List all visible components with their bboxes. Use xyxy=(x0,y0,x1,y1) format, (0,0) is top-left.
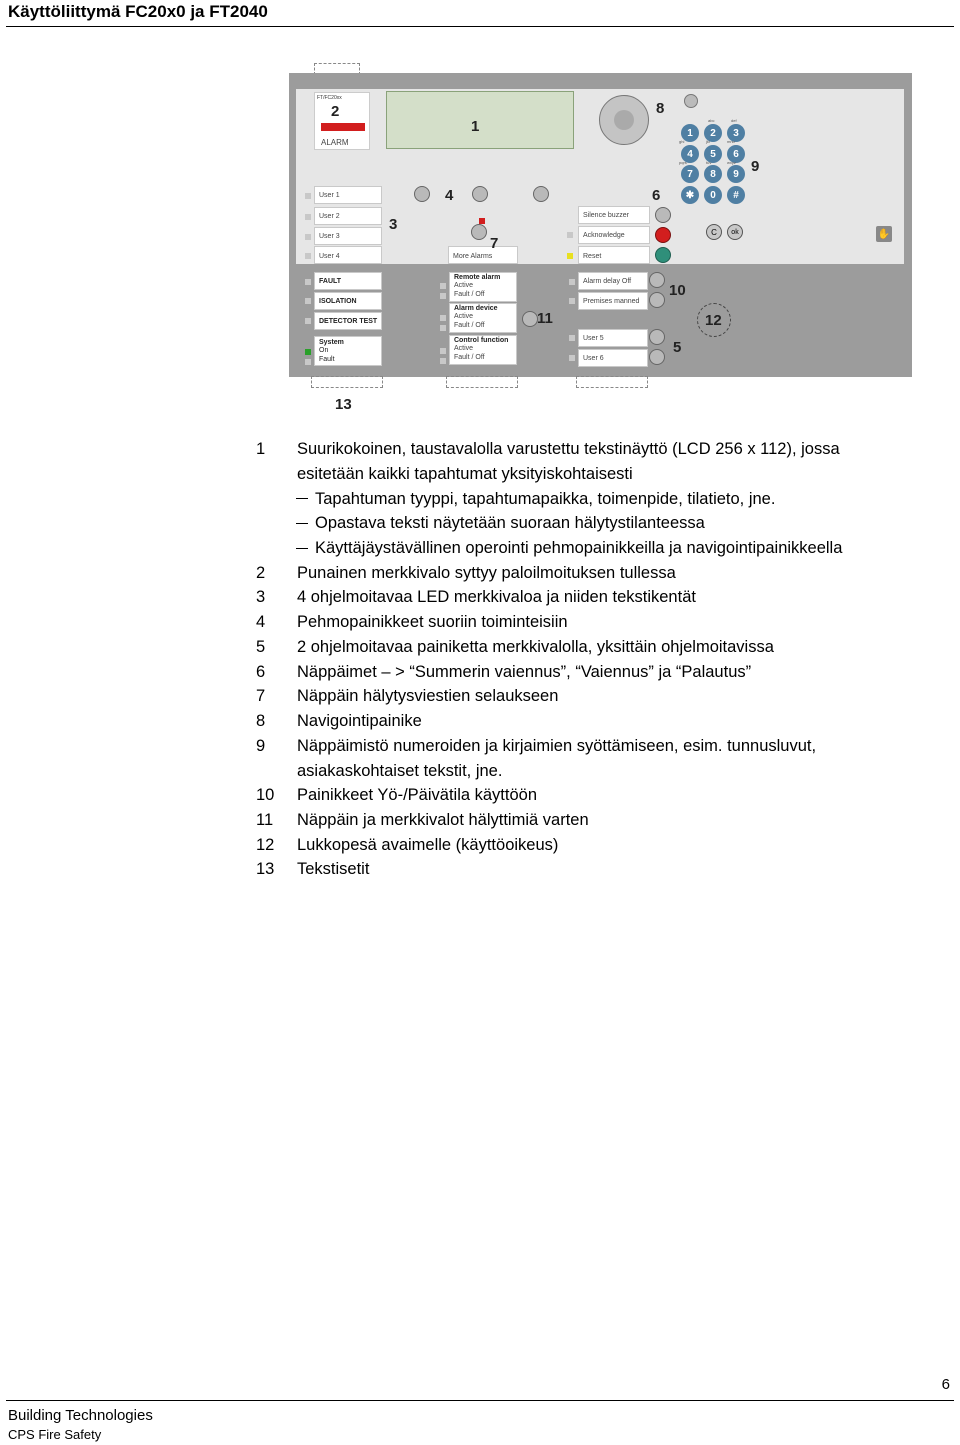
page-title: Käyttöliittymä FC20x0 ja FT2040 xyxy=(8,2,268,21)
soft-button-3[interactable] xyxy=(533,186,549,202)
key-2[interactable]: 2 xyxy=(704,124,722,142)
user6-button[interactable] xyxy=(649,349,665,365)
key-7[interactable]: 7 xyxy=(681,165,699,183)
callout-11: 11 xyxy=(537,310,553,327)
user4-led xyxy=(305,253,311,259)
silence-buzzer-button[interactable] xyxy=(655,207,671,223)
remote-alarm-fault-led xyxy=(440,293,446,299)
key-5[interactable]: 5 xyxy=(704,145,722,163)
user5-label: User 5 xyxy=(578,329,648,347)
control-function-label: Control function xyxy=(454,337,509,344)
bullet-dash-1 xyxy=(296,498,308,499)
alarm-delay-label: Alarm delay Off xyxy=(578,272,648,290)
soft-button-1[interactable] xyxy=(414,186,430,202)
user3-label: User 3 xyxy=(314,227,382,245)
user6-led xyxy=(569,355,575,361)
detector-test-led xyxy=(305,318,311,324)
key-6-letters: mno xyxy=(727,139,735,144)
alarm-led-strip xyxy=(321,123,365,131)
model-tag: FT/FC20xx xyxy=(317,95,342,101)
item-4-num: 4 xyxy=(256,613,266,631)
user5-button[interactable] xyxy=(649,329,665,345)
navigation-center xyxy=(614,110,634,130)
callout-6: 6 xyxy=(652,187,661,204)
item-7-num: 7 xyxy=(256,687,266,705)
text-set-tab-2 xyxy=(446,376,518,388)
key-2-letters: abc xyxy=(708,118,715,123)
user6-label: User 6 xyxy=(578,349,648,367)
item-8-text: Navigointipainike xyxy=(297,712,422,730)
more-alarms-button[interactable] xyxy=(471,224,487,240)
key-9-letters: wxyz xyxy=(727,160,736,165)
remote-alarm-box xyxy=(449,272,517,302)
header-divider xyxy=(6,26,954,27)
item-6-text: Näppäimet – > “Summerin vaiennus”, “Vaiennus” ja “Palautus” xyxy=(297,663,752,681)
reset-button[interactable] xyxy=(655,247,671,263)
system-fault-label: Fault xyxy=(319,355,335,363)
isolation-label: ISOLATION xyxy=(314,292,382,310)
item-9-line-1: Näppäimistö numeroiden ja kirjaimien syöttämiseen, esim. tunnusluvut, xyxy=(297,737,817,755)
control-function-active: Active xyxy=(454,345,474,353)
user4-label: User 4 xyxy=(314,246,382,264)
alarm-delay-led xyxy=(569,279,575,285)
remote-alarm-label: Remote alarm xyxy=(454,274,501,281)
item-6-num: 6 xyxy=(256,663,266,681)
acknowledge-led xyxy=(567,232,573,238)
item-13-num: 13 xyxy=(256,860,275,878)
acknowledge-label: Acknowledge xyxy=(578,226,650,244)
isolation-led xyxy=(305,298,311,304)
item-12-text: Lukkopesä avaimelle (käyttöoikeus) xyxy=(297,836,559,854)
key-7-letters: pqrs xyxy=(679,160,687,165)
item-5-text: 2 ohjelmoitavaa painiketta merkkivalolla, yksittäin ohjelmoitavissa xyxy=(297,638,774,656)
item-8-num: 8 xyxy=(256,712,266,730)
callout-2: 2 xyxy=(331,103,340,120)
callout-5: 5 xyxy=(673,339,682,356)
premises-manned-button[interactable] xyxy=(649,292,665,308)
alarm-indicator-box xyxy=(314,92,370,150)
item-10-text: Painikkeet Yö-/Päivätila käyttöön xyxy=(297,786,537,804)
item-10-num: 10 xyxy=(256,786,275,804)
key-star[interactable]: ✱ xyxy=(681,186,699,204)
key-9[interactable]: 9 xyxy=(727,165,745,183)
fault-led xyxy=(305,279,311,285)
item-11-num: 11 xyxy=(256,811,274,829)
callout-4: 4 xyxy=(445,187,454,204)
user5-led xyxy=(569,335,575,341)
system-fault-led xyxy=(305,359,311,365)
premises-manned-led xyxy=(569,298,575,304)
footer-division: CPS Fire Safety xyxy=(8,1427,102,1442)
acknowledge-button[interactable] xyxy=(655,227,671,243)
alarm-device-button[interactable] xyxy=(522,311,538,327)
item-12-num: 12 xyxy=(256,836,275,854)
control-function-active-led xyxy=(440,348,446,354)
alarm-device-box xyxy=(449,303,517,333)
callout-7: 7 xyxy=(490,235,499,252)
alarm-device-label: Alarm device xyxy=(454,305,498,312)
item-7-text: Näppäin hälytysviestien selaukseen xyxy=(297,687,559,705)
item-2-num: 2 xyxy=(256,564,266,582)
footer-company: Building Technologies xyxy=(8,1407,153,1424)
navigation-button[interactable] xyxy=(599,95,649,145)
alarm-device-fault: Fault / Off xyxy=(454,321,485,329)
key-hash[interactable]: # xyxy=(727,186,745,204)
remote-alarm-active-led xyxy=(440,283,446,289)
footer-divider xyxy=(6,1400,954,1401)
key-1[interactable]: 1 xyxy=(681,124,699,142)
key-4-letters: ghi xyxy=(679,139,685,144)
callout-10: 10 xyxy=(669,282,686,299)
system-label: System xyxy=(319,339,344,346)
item-9-line-2: asiakaskohtaiset tekstit, jne. xyxy=(297,762,503,780)
user2-led xyxy=(305,214,311,220)
alarm-label: ALARM xyxy=(321,138,349,147)
key-8[interactable]: 8 xyxy=(704,165,722,183)
panel-upper-section xyxy=(296,89,904,264)
item-1-line-2: esitetään kaikki tapahtumat yksityiskohtaisesti xyxy=(297,465,633,483)
system-on-led xyxy=(305,349,311,355)
callout-3: 3 xyxy=(389,216,398,233)
key-6[interactable]: 6 xyxy=(727,145,745,163)
callout-8: 8 xyxy=(656,100,665,117)
page-number: 6 xyxy=(941,1376,950,1393)
key-3-letters: def xyxy=(731,118,737,123)
keypad-menu-icon xyxy=(684,94,698,108)
control-function-fault: Fault / Off xyxy=(454,353,485,361)
silence-buzzer-label: Silence buzzer xyxy=(578,206,650,224)
remote-alarm-active: Active xyxy=(454,282,474,290)
reset-label: Reset xyxy=(578,246,650,264)
alarm-device-fault-led xyxy=(440,325,446,331)
key-5-letters: jkl xyxy=(706,139,710,144)
alarm-device-active-led xyxy=(440,315,446,321)
control-panel-illustration xyxy=(289,73,912,377)
remote-alarm-fault: Fault / Off xyxy=(454,290,485,298)
control-function-box xyxy=(449,335,517,365)
user1-label: User 1 xyxy=(314,186,382,204)
detector-test-label: DETECTOR TEST xyxy=(314,312,382,330)
item-3-num: 3 xyxy=(256,588,266,606)
item-11-text: Näppäin ja merkkivalot hälyttimiä varten xyxy=(297,811,589,829)
system-box xyxy=(314,336,382,366)
reset-led xyxy=(567,253,573,259)
alarm-delay-button[interactable] xyxy=(649,272,665,288)
key-ok[interactable]: ok xyxy=(727,224,743,240)
key-c[interactable]: C xyxy=(706,224,722,240)
key-3[interactable]: 3 xyxy=(727,124,745,142)
alarm-device-active: Active xyxy=(454,313,474,321)
fault-label: FAULT xyxy=(314,272,382,290)
text-set-tab-3 xyxy=(576,376,648,388)
subitem-2: Opastava teksti näytetään suoraan hälytystilanteessa xyxy=(315,514,705,532)
item-2-text: Punainen merkkivalo syttyy paloilmoituksen tullessa xyxy=(297,564,676,582)
item-9-num: 9 xyxy=(256,737,266,755)
control-function-fault-led xyxy=(440,358,446,364)
item-5-num: 5 xyxy=(256,638,266,656)
key-8-letters: tuv xyxy=(706,160,712,165)
callout-9: 9 xyxy=(751,158,760,175)
bullet-dash-2 xyxy=(296,523,308,524)
soft-button-2[interactable] xyxy=(472,186,488,202)
callout-12: 12 xyxy=(705,312,722,329)
lcd-display xyxy=(386,91,574,149)
more-alarms-label: More Alarms xyxy=(448,246,518,264)
callout-1: 1 xyxy=(471,118,480,135)
key-0[interactable]: 0 xyxy=(704,186,722,204)
premises-manned-label: Premises manned xyxy=(578,292,648,310)
user3-led xyxy=(305,234,311,240)
subitem-1: Tapahtuman tyyppi, tapahtumapaikka, toimenpide, tilatieto, jne. xyxy=(315,490,776,508)
key-4[interactable]: 4 xyxy=(681,145,699,163)
bullet-dash-3 xyxy=(296,548,308,549)
item-3-text: 4 ohjelmoitavaa LED merkkivaloa ja niiden tekstikentät xyxy=(297,588,696,606)
item-1-num: 1 xyxy=(256,440,266,458)
callout-13: 13 xyxy=(335,396,352,413)
system-on-label: On xyxy=(319,347,329,355)
item-4-text: Pehmopainikkeet suoriin toiminteisiin xyxy=(297,613,568,631)
hand-icon: ✋ xyxy=(876,226,892,242)
item-1-line-1: Suurikokoinen, taustavalolla varustettu tekstinäyttö (LCD 256 x 112), jossa xyxy=(297,440,840,458)
subitem-3: Käyttäjäystävällinen operointi pehmopainikkeilla ja navigointipainikkeella xyxy=(315,539,843,557)
user1-led xyxy=(305,193,311,199)
user2-label: User 2 xyxy=(314,207,382,225)
item-13-text: Tekstisetit xyxy=(297,860,370,878)
text-set-tab-1 xyxy=(311,376,383,388)
